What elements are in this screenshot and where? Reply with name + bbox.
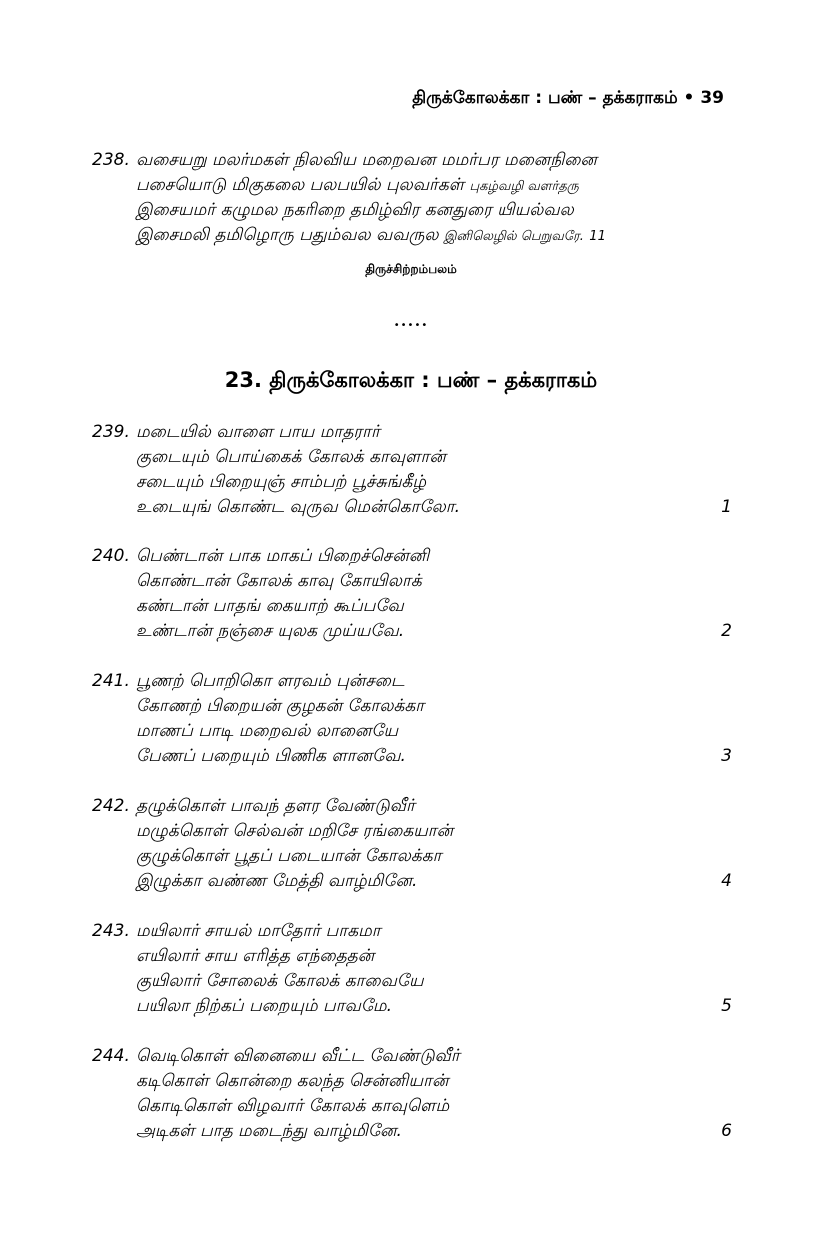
verse-line <box>92 495 732 520</box>
verse-line-text: சடையும் பிறையுஞ் சாம்பற் பூச்சுங்கீழ் <box>136 472 427 492</box>
closing-benediction: திருச்சிற்றம்பலம் <box>365 262 457 276</box>
verse-line-text: கோணற் பிறையன் குழகன் கோலக்கா <box>136 696 425 716</box>
verse-line <box>92 1044 732 1069</box>
verse-line-text: பெண்டான் பாக மாகப் பிறைச்சென்னி <box>136 546 430 566</box>
verse-line <box>92 420 732 445</box>
verse-number: 239. <box>92 422 130 442</box>
section-title: 23. திருக்கோலக்கா : பண் – தக்கராகம் <box>224 368 598 392</box>
verse-number: 241. <box>92 671 130 691</box>
verse-number: 240. <box>92 546 130 566</box>
verse-line-text: எயிலார் சாய எரித்த எந்தைதன் <box>136 946 375 966</box>
verse-line <box>92 794 732 819</box>
running-head: திருக்கோலக்கா : பண் – தக்கராகம் • 39 <box>412 88 724 108</box>
stanza-number: 5 <box>721 996 732 1016</box>
verse-line <box>92 198 732 223</box>
verse-line-text: கொண்டான் கோலக் காவு கோயிலாக் <box>136 571 422 591</box>
verse-244 <box>92 1044 732 1144</box>
verse-242 <box>92 794 732 894</box>
verse-line <box>92 994 732 1019</box>
verse-line <box>92 544 732 569</box>
verse-line-text: உண்டான் நஞ்சை யுலக முய்யவே. <box>136 621 405 641</box>
verse-line <box>92 223 732 248</box>
verse-line-small-text: புகழ்வழி வளர்தரு <box>469 179 579 194</box>
section-separator: ••••• <box>393 320 429 331</box>
verse-line-text: மடையில் வாளை பாய மாதரார் <box>136 422 380 442</box>
verse-line-text: இழுக்கா வண்ண மேத்தி வாழ்மினே. <box>136 871 418 891</box>
verse-line-text: பேணப் பறையும் பிணிக ளானவே. <box>136 746 406 766</box>
verse-line <box>92 148 732 173</box>
verse-line-text: மழுக்கொள் செல்வன் மறிசே ரங்கையான் <box>136 821 454 841</box>
verse-239 <box>92 420 732 520</box>
verse-line-text: இசையமர் கழுமல நகரிறை தமிழ்விர கனதுரை யியல்வல <box>136 200 574 220</box>
verse-line-text: கடிகொள் கொன்றை கலந்த சென்னியான் <box>136 1071 449 1091</box>
verse-238 <box>92 148 732 248</box>
verse-number: 244. <box>92 1046 130 1066</box>
verse-line <box>92 969 732 994</box>
verse-line <box>92 594 732 619</box>
verse-line <box>92 445 732 470</box>
verse-line <box>92 619 732 644</box>
verse-line <box>92 944 732 969</box>
verse-line <box>92 919 732 944</box>
verse-line <box>92 569 732 594</box>
verse-line <box>92 819 732 844</box>
verse-line <box>92 1069 732 1094</box>
stanza-number: 11 <box>589 229 606 244</box>
verse-line <box>92 1119 732 1144</box>
verse-line <box>92 719 732 744</box>
verse-number: 238. <box>92 150 130 170</box>
verse-line-text: உடையுங் கொண்ட வுருவ மென்கொலோ. <box>136 497 461 517</box>
verse-number: 243. <box>92 921 130 941</box>
verse-number: 242. <box>92 796 130 816</box>
verse-line-text: தழுக்கொள் பாவந் தளர வேண்டுவீர் <box>136 796 415 816</box>
verse-line-text: கொடிகொள் விழவார் கோலக் காவுளெம் <box>136 1096 450 1116</box>
verse-line-text: குடையும் பொய்கைக் கோலக் காவுளான் <box>136 447 446 467</box>
stanza-number: 6 <box>721 1121 732 1141</box>
stanza-number: 2 <box>721 621 732 641</box>
verse-line-text: குழுக்கொள் பூதப் படையான் கோலக்கா <box>136 846 442 866</box>
verse-243 <box>92 919 732 1019</box>
verse-line-text: குயிலார் சோலைக் கோலக் காவையே <box>136 971 424 991</box>
stanza-number: 4 <box>721 871 732 891</box>
stanza-number: 1 <box>721 497 732 517</box>
verse-line <box>92 844 732 869</box>
verse-line-small-text: இனிலெழில் பெறுவரே. <box>443 229 584 244</box>
verse-line-text: இசைமலி தமிழொரு பதும்வல வவருல <box>136 225 439 245</box>
verse-line <box>92 694 732 719</box>
verse-line <box>92 744 732 769</box>
verse-line-text: பூணற் பொறிகொ ளரவம் புன்சடை <box>136 671 405 691</box>
verse-241 <box>92 669 732 769</box>
verse-line <box>92 173 732 198</box>
verse-line-text: பயிலா நிற்கப் பறையும் பாவமே. <box>136 996 392 1016</box>
verse-line-text: பசையொடு மிகுகலை பலபயில் புலவர்கள் <box>136 175 465 195</box>
verse-line-text: வெடிகொள் வினையை வீட்ட வேண்டுவீர் <box>136 1046 460 1066</box>
stanza-number: 3 <box>721 746 732 766</box>
verse-line-text: வசையறு மலர்மகள் நிலவிய மறைவன மமர்பர மனைநினை <box>136 150 597 170</box>
verse-line <box>92 1094 732 1119</box>
verse-line-text: அடிகள் பாத மடைந்து வாழ்மினே. <box>136 1121 402 1141</box>
verse-240 <box>92 544 732 644</box>
verse-line-text: மயிலார் சாயல் மாதோர் பாகமா <box>136 921 381 941</box>
verse-line-text: மாணப் பாடி மறைவல் லானையே <box>136 721 399 741</box>
verse-line <box>92 669 732 694</box>
verse-line-text: கண்டான் பாதங் கையாற் கூப்பவே <box>136 596 404 616</box>
verse-line <box>92 869 732 894</box>
verse-line <box>92 470 732 495</box>
